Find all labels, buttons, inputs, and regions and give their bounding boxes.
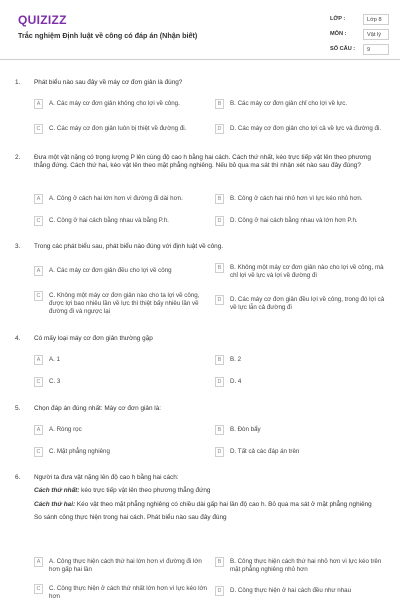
question-text [34,474,379,527]
option-text: C. Công thực hiện ở cách thứ nhất lớn hơn vì lực kéo lớn hơn [49,585,207,600]
question-number: 4. [15,335,21,342]
option-letter: B [215,194,224,204]
option-letter: B [215,557,224,567]
meta-count [330,44,390,59]
option-letter: C [34,216,43,226]
option-letter: C [34,124,43,134]
option-letter: A [34,99,43,109]
question-text [34,79,379,92]
option-letter: C [34,377,43,387]
option-text: D. Các máy cơ đơn giản cho lợi cả về lực và đường đi. [230,125,382,132]
meta-subject [330,29,390,44]
option-letter: A [34,355,43,365]
worksheet-meta [330,14,390,59]
worksheet-header [0,0,400,60]
option-letter: D [215,216,224,226]
option-text: A. Công ở cách hai lớn hơn vì đường đi dài hơn. [49,195,183,202]
question-line: Trong các phát biểu sau, phát biểu nào đúng với định luật về công. [34,243,224,250]
option-letter: C [34,447,43,457]
option-text: C. Công ở hai cách bằng nhau và bằng P.h. [49,217,169,224]
question-text [34,154,379,176]
option-letter: B [215,99,224,109]
option-letter: B [215,263,224,273]
option-text: D. Tất cả các đáp án trên [230,448,300,455]
option-text: A. 1 [49,356,61,363]
option-text: B. 2 [230,356,242,363]
option-letter: D [215,447,224,457]
option-letter: C [34,291,43,301]
option-text: A. Các máy cơ đơn giản đều cho lợi về công [49,267,172,274]
question-line: Phát biểu nào sau đây về máy cơ đơn giản là đúng? [34,79,183,86]
meta-grade-value: Lớp 8 [363,14,389,25]
option-text: D. 4 [230,378,242,385]
question-line: So sánh công thực hiện trong hai cách. Phát biểu nào sau đây đúng [34,513,227,521]
meta-count-value: 9 [363,44,389,55]
quizizz-logo: QUIZIZZ [18,13,67,27]
option-letter: A [34,425,43,435]
option-text: C. Không một máy cơ đơn giản nào cho ta lợi về công, được lợi bao nhiêu lần về lực thì thiệt bấy nhiêu lần về đường đi và ngược lại [49,292,200,316]
question-line: Chọn đáp án đúng nhất: Máy cơ đơn giản là: [34,405,162,412]
option-text: B. Đòn bẩy [230,426,261,433]
question-line: Đưa một vật nặng có trọng lượng P lên cùng độ cao h bằng hai cách. Cách thứ nhất, kéo trực tiếp vật lên theo phương thẳng đứng. Cách thứ hai, kéo vật lên theo mặt phẳng nghiêng. Nếu bỏ qua ma sát thì nhận xét nào sau đây đúng? [34,154,371,170]
option-text: D. Các máy cơ đơn giản đều lợi về công, trong đó lợi cả về lực lẫn cả đường đi [230,296,385,312]
question-line: Cách thứ nhất: kéo trực tiếp vật lên theo phương thẳng đứng [34,487,211,495]
option-letter: A [34,557,43,567]
option-letter: D [215,377,224,387]
option-text: D. Công ở hai cách bằng nhau và lớn hơn P.h. [230,217,358,224]
option-letter: D [215,124,224,134]
question-number: 2. [15,154,21,161]
option-text: B. Công thực hiện cách thứ hai nhỏ hơn vì lực kéo trên mặt phẳng nghiêng nhỏ hơn [230,558,382,574]
option-text: C. Mặt phẳng nghiêng [49,448,110,455]
meta-subject-label: MÔN : [330,31,347,37]
option-text: B. Các máy cơ đơn giản chỉ cho lợi về lực. [230,100,348,107]
option-text: C. 3 [49,378,61,385]
option-text: B. Không một máy cơ đơn giản nào cho lợi về công, mà chỉ lợi về lực và lợi về đường đi [230,264,384,280]
option-text: C. Các máy cơ đơn giản luôn bị thiệt về đường đi. [49,125,187,132]
option-letter: B [215,355,224,365]
question-number: 6. [15,474,21,481]
meta-grade-label: LỚP : [330,16,346,22]
question-line: Người ta đưa vật nặng lên độ cao h bằng hai cách: [34,474,179,481]
question-number: 5. [15,405,21,412]
option-text: A. Ròng rọc [49,426,82,433]
worksheet-title: Trắc nghiệm Định luật về công có đáp án (Nhận biết) [18,31,198,40]
option-letter: D [215,586,224,596]
question-line: Cách thứ hai: Kéo vật theo mặt phẳng nghiêng có chiều dài gấp hai lần độ cao h. Bỏ qua ma sát ở mặt phẳng nghiêng [34,500,372,508]
option-letter: D [215,295,224,305]
option-text: B. Công ở cách hai nhỏ hơn vì lực kéo nhỏ hơn. [230,195,363,202]
question-number: 3. [15,243,21,250]
question-text [34,405,379,418]
meta-count-label: SỐ CÂU : [330,46,356,52]
question-number: 1. [15,79,21,86]
meta-grade [330,14,390,29]
option-text: A. Các máy cơ đơn giản không cho lợi về công. [49,100,180,107]
option-letter: A [34,194,43,204]
question-text [34,243,379,256]
option-letter: A [34,266,43,276]
meta-subject-value: Vật lý [363,29,389,40]
question-line: Có mấy loại máy cơ đơn giản thường gặp [34,335,153,342]
option-letter: B [215,425,224,435]
question-text [34,335,379,348]
option-letter: C [34,584,43,594]
option-text: D. Công thực hiện ở hai cách đều như nhau [230,587,352,594]
option-text: A. Công thực hiện cách thứ hai lớn hơn vì đường đi lớn hơn gấp hai lần [49,558,202,574]
